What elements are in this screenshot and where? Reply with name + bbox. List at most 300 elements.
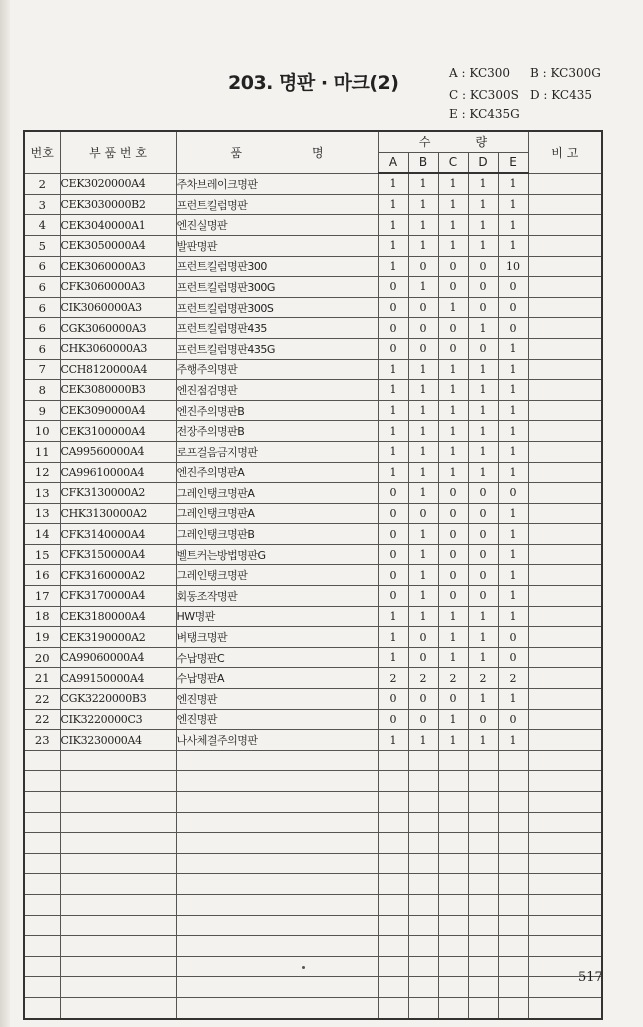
empty-table-row [24, 915, 602, 936]
quantity-cell: 0 [468, 256, 498, 277]
empty-cell [408, 750, 438, 771]
empty-cell [176, 833, 378, 854]
row-number: 16 [24, 565, 60, 586]
legend-model-e: E : KC435G [449, 107, 520, 121]
table-row [24, 483, 602, 504]
empty-table-row [24, 936, 602, 957]
row-number: 21 [24, 668, 60, 689]
quantity-cell: 0 [468, 503, 498, 524]
part-name: 주행주의명판 [176, 359, 378, 380]
quantity-cell: 1 [498, 462, 528, 483]
quantity-cell: 1 [408, 606, 438, 627]
remarks-cell [528, 215, 602, 236]
quantity-cell: 1 [378, 215, 408, 236]
empty-cell [528, 792, 602, 813]
empty-cell [60, 936, 176, 957]
empty-cell [378, 853, 408, 874]
empty-cell [408, 853, 438, 874]
quantity-cell: 0 [378, 483, 408, 504]
parts-table-body [24, 173, 602, 1018]
header-quantity [378, 131, 528, 152]
empty-cell [24, 792, 60, 813]
table-row [24, 503, 602, 524]
remarks-cell [528, 586, 602, 607]
empty-table-row [24, 812, 602, 833]
quantity-cell: 1 [468, 441, 498, 462]
row-number: 11 [24, 441, 60, 462]
quantity-cell: 1 [438, 380, 468, 401]
table-row [24, 462, 602, 483]
remarks-cell [528, 647, 602, 668]
empty-cell [408, 956, 438, 977]
quantity-cell: 1 [438, 462, 468, 483]
quantity-cell: 1 [468, 647, 498, 668]
empty-cell [438, 750, 468, 771]
row-number: 18 [24, 606, 60, 627]
quantity-cell: 1 [378, 462, 408, 483]
quantity-cell: 1 [438, 606, 468, 627]
row-number: 22 [24, 709, 60, 730]
quantity-cell: 0 [378, 297, 408, 318]
quantity-cell: 0 [498, 277, 528, 298]
quantity-cell: 0 [378, 277, 408, 298]
table-row [24, 173, 602, 194]
empty-cell [24, 833, 60, 854]
table-row [24, 544, 602, 565]
empty-cell [408, 894, 438, 915]
empty-cell [176, 750, 378, 771]
quantity-cell: 0 [468, 544, 498, 565]
empty-cell [438, 997, 468, 1018]
empty-cell [24, 894, 60, 915]
quantity-cell: 1 [408, 215, 438, 236]
part-name: 그레인탱크명판B [176, 524, 378, 545]
quantity-cell: 1 [408, 462, 438, 483]
quantity-cell: 1 [408, 421, 438, 442]
empty-table-row [24, 997, 602, 1018]
empty-cell [24, 997, 60, 1018]
table-row [24, 256, 602, 277]
empty-cell [60, 997, 176, 1018]
remarks-cell [528, 709, 602, 730]
page-spine-shadow [0, 0, 10, 1027]
part-number: CEK3050000A4 [60, 235, 176, 256]
quantity-cell: 1 [408, 483, 438, 504]
quantity-cell: 0 [408, 256, 438, 277]
quantity-cell: 2 [438, 668, 468, 689]
quantity-cell: 0 [468, 297, 498, 318]
part-name: 프런트킬럼명판435G [176, 338, 378, 359]
part-number: CA99610000A4 [60, 462, 176, 483]
part-name: 그레인탱크명판A [176, 483, 378, 504]
empty-cell [24, 750, 60, 771]
row-number: 12 [24, 462, 60, 483]
part-number: CGK3060000A3 [60, 318, 176, 339]
empty-cell [438, 792, 468, 813]
empty-cell [498, 915, 528, 936]
part-number: CFK3130000A2 [60, 483, 176, 504]
table-row [24, 627, 602, 648]
empty-cell [176, 956, 378, 977]
quantity-cell: 1 [378, 730, 408, 751]
quantity-cell: 1 [498, 441, 528, 462]
empty-cell [468, 833, 498, 854]
empty-cell [60, 853, 176, 874]
quantity-cell: 0 [468, 586, 498, 607]
empty-cell [528, 915, 602, 936]
row-number: 2 [24, 173, 60, 194]
empty-cell [438, 977, 468, 998]
empty-table-row [24, 874, 602, 895]
part-name: 전장주의명판B [176, 421, 378, 442]
quantity-cell: 1 [438, 709, 468, 730]
quantity-cell: 0 [378, 709, 408, 730]
header-remarks: 비 고 [528, 131, 602, 173]
remarks-cell [528, 194, 602, 215]
header-col-c: C [438, 152, 468, 173]
empty-table-row [24, 853, 602, 874]
empty-cell [176, 853, 378, 874]
quantity-cell: 1 [438, 400, 468, 421]
empty-cell [468, 894, 498, 915]
remarks-cell [528, 256, 602, 277]
part-name: 주차브레이크명판 [176, 173, 378, 194]
row-number: 13 [24, 503, 60, 524]
quantity-cell: 1 [408, 173, 438, 194]
row-number: 9 [24, 400, 60, 421]
empty-cell [176, 997, 378, 1018]
empty-cell [378, 812, 408, 833]
empty-cell [498, 894, 528, 915]
part-number: CA99560000A4 [60, 441, 176, 462]
empty-cell [24, 956, 60, 977]
quantity-cell: 1 [498, 380, 528, 401]
table-row [24, 586, 602, 607]
header-part-name-1: 품 [230, 145, 242, 160]
empty-cell [408, 771, 438, 792]
quantity-cell: 0 [438, 256, 468, 277]
table-row [24, 400, 602, 421]
empty-cell [24, 936, 60, 957]
quantity-cell: 1 [468, 627, 498, 648]
quantity-cell: 1 [378, 380, 408, 401]
empty-cell [438, 771, 468, 792]
row-number: 23 [24, 730, 60, 751]
quantity-cell: 1 [468, 421, 498, 442]
empty-cell [528, 997, 602, 1018]
empty-cell [408, 936, 438, 957]
empty-cell [498, 977, 528, 998]
empty-cell [438, 812, 468, 833]
parts-table [23, 130, 603, 1020]
part-number: CIK3230000A4 [60, 730, 176, 751]
remarks-cell [528, 606, 602, 627]
part-number: CEK3100000A4 [60, 421, 176, 442]
empty-cell [176, 915, 378, 936]
quantity-cell: 1 [498, 173, 528, 194]
empty-cell [498, 853, 528, 874]
part-number: CFK3060000A3 [60, 277, 176, 298]
empty-cell [60, 956, 176, 977]
quantity-cell: 1 [468, 689, 498, 710]
empty-cell [408, 977, 438, 998]
remarks-cell [528, 627, 602, 648]
part-name: 그레인탱크명판A [176, 503, 378, 524]
quantity-cell: 0 [438, 277, 468, 298]
part-name: HW명판 [176, 606, 378, 627]
empty-cell [498, 874, 528, 895]
table-row [24, 668, 602, 689]
quantity-cell: 1 [408, 586, 438, 607]
quantity-cell: 1 [378, 173, 408, 194]
empty-cell [498, 792, 528, 813]
part-name: 프런트킬럼명판300 [176, 256, 378, 277]
empty-cell [498, 936, 528, 957]
empty-cell [438, 874, 468, 895]
empty-cell [378, 956, 408, 977]
quantity-cell: 0 [498, 483, 528, 504]
quantity-cell: 0 [378, 544, 408, 565]
empty-cell [60, 833, 176, 854]
quantity-cell: 1 [438, 647, 468, 668]
row-number: 14 [24, 524, 60, 545]
part-name: 엔진점검명판 [176, 380, 378, 401]
quantity-cell: 1 [498, 400, 528, 421]
quantity-cell: 0 [408, 338, 438, 359]
quantity-cell: 0 [468, 277, 498, 298]
quantity-cell: 1 [378, 606, 408, 627]
remarks-cell [528, 483, 602, 504]
row-number: 13 [24, 483, 60, 504]
empty-cell [498, 997, 528, 1018]
empty-table-row [24, 833, 602, 854]
remarks-cell [528, 503, 602, 524]
empty-cell [176, 771, 378, 792]
empty-cell [408, 997, 438, 1018]
empty-cell [468, 771, 498, 792]
page-title: 203. 명판 · 마크(2) [228, 72, 399, 94]
row-number: 5 [24, 235, 60, 256]
empty-cell [438, 915, 468, 936]
table-row [24, 709, 602, 730]
part-number: CA99150000A4 [60, 668, 176, 689]
header-col-b: B [408, 152, 438, 173]
quantity-cell: 1 [468, 380, 498, 401]
part-number: CFK3150000A4 [60, 544, 176, 565]
part-name: 엔진주의명판B [176, 400, 378, 421]
remarks-cell [528, 359, 602, 380]
quantity-cell: 0 [438, 318, 468, 339]
quantity-cell: 1 [438, 730, 468, 751]
quantity-cell: 1 [498, 544, 528, 565]
empty-cell [176, 977, 378, 998]
empty-cell [528, 812, 602, 833]
quantity-cell: 0 [438, 689, 468, 710]
page-speck [302, 966, 305, 969]
quantity-cell: 1 [438, 421, 468, 442]
quantity-cell: 1 [498, 730, 528, 751]
table-row [24, 689, 602, 710]
empty-cell [378, 977, 408, 998]
row-number: 8 [24, 380, 60, 401]
empty-cell [378, 874, 408, 895]
quantity-cell: 10 [498, 256, 528, 277]
quantity-cell: 0 [438, 524, 468, 545]
empty-cell [378, 915, 408, 936]
empty-cell [408, 812, 438, 833]
empty-cell [60, 812, 176, 833]
quantity-cell: 1 [498, 338, 528, 359]
quantity-cell: 1 [408, 544, 438, 565]
remarks-cell [528, 462, 602, 483]
empty-cell [378, 894, 408, 915]
quantity-cell: 0 [438, 338, 468, 359]
part-name: 발판명판 [176, 235, 378, 256]
part-number: CEK3040000A1 [60, 215, 176, 236]
empty-cell [60, 792, 176, 813]
table-row [24, 277, 602, 298]
empty-cell [24, 977, 60, 998]
quantity-cell: 2 [468, 668, 498, 689]
quantity-cell: 1 [498, 689, 528, 710]
remarks-cell [528, 235, 602, 256]
row-number: 6 [24, 256, 60, 277]
part-number: CEK3020000A4 [60, 173, 176, 194]
quantity-cell: 0 [378, 565, 408, 586]
empty-cell [468, 750, 498, 771]
table-row [24, 421, 602, 442]
quantity-cell: 1 [378, 400, 408, 421]
row-number: 6 [24, 338, 60, 359]
empty-table-row [24, 750, 602, 771]
quantity-cell: 1 [438, 297, 468, 318]
header-col-a: A [378, 152, 408, 173]
quantity-cell: 1 [378, 256, 408, 277]
part-name: 엔진명판 [176, 709, 378, 730]
part-name: 수납명판C [176, 647, 378, 668]
quantity-cell: 1 [378, 359, 408, 380]
quantity-cell: 1 [408, 441, 438, 462]
quantity-cell: 0 [498, 647, 528, 668]
quantity-cell: 1 [468, 194, 498, 215]
empty-cell [468, 915, 498, 936]
quantity-cell: 2 [378, 668, 408, 689]
empty-table-row [24, 894, 602, 915]
empty-cell [498, 771, 528, 792]
quantity-cell: 0 [468, 709, 498, 730]
remarks-cell [528, 297, 602, 318]
empty-cell [438, 833, 468, 854]
part-name: 나사체결주의명판 [176, 730, 378, 751]
quantity-cell: 0 [408, 647, 438, 668]
quantity-cell: 1 [468, 730, 498, 751]
remarks-cell [528, 338, 602, 359]
quantity-cell: 1 [498, 586, 528, 607]
quantity-cell: 0 [408, 709, 438, 730]
quantity-cell: 1 [378, 647, 408, 668]
quantity-cell: 0 [408, 297, 438, 318]
quantity-cell: 1 [468, 400, 498, 421]
empty-cell [528, 936, 602, 957]
empty-cell [378, 792, 408, 813]
table-row [24, 338, 602, 359]
remarks-cell [528, 173, 602, 194]
empty-cell [498, 956, 528, 977]
empty-cell [468, 936, 498, 957]
empty-cell [378, 833, 408, 854]
quantity-cell: 1 [438, 215, 468, 236]
part-name: 회동조작명판 [176, 586, 378, 607]
quantity-cell: 0 [468, 565, 498, 586]
quantity-cell: 1 [498, 215, 528, 236]
quantity-cell: 0 [408, 627, 438, 648]
empty-cell [438, 936, 468, 957]
empty-table-row [24, 956, 602, 977]
quantity-cell: 1 [498, 235, 528, 256]
quantity-cell: 1 [408, 524, 438, 545]
part-name: 벨트커는방법명판G [176, 544, 378, 565]
part-name: 프런트킬럼명판 [176, 194, 378, 215]
part-name: 엔진주의명판A [176, 462, 378, 483]
table-row [24, 194, 602, 215]
empty-cell [378, 750, 408, 771]
quantity-cell: 1 [408, 277, 438, 298]
table-row [24, 359, 602, 380]
empty-cell [528, 771, 602, 792]
part-number: CEK3090000A4 [60, 400, 176, 421]
remarks-cell [528, 544, 602, 565]
quantity-cell: 0 [378, 524, 408, 545]
quantity-cell: 0 [498, 627, 528, 648]
row-number: 6 [24, 318, 60, 339]
empty-cell [176, 792, 378, 813]
empty-cell [528, 874, 602, 895]
empty-cell [378, 771, 408, 792]
part-number: CIK3060000A3 [60, 297, 176, 318]
part-number: CEK3060000A3 [60, 256, 176, 277]
part-number: CCH8120000A4 [60, 359, 176, 380]
row-number: 3 [24, 194, 60, 215]
quantity-cell: 1 [468, 318, 498, 339]
empty-cell [378, 936, 408, 957]
empty-cell [408, 792, 438, 813]
empty-cell [60, 874, 176, 895]
empty-cell [468, 997, 498, 1018]
legend-model-b: B : KC300G [530, 66, 601, 80]
empty-cell [528, 894, 602, 915]
empty-cell [468, 792, 498, 813]
part-name: 로프걸음금지명판 [176, 441, 378, 462]
quantity-cell: 1 [468, 173, 498, 194]
remarks-cell [528, 730, 602, 751]
remarks-cell [528, 277, 602, 298]
table-row [24, 318, 602, 339]
row-number: 6 [24, 297, 60, 318]
empty-cell [24, 853, 60, 874]
empty-cell [408, 874, 438, 895]
table-row [24, 606, 602, 627]
quantity-cell: 0 [468, 338, 498, 359]
part-number: CEK3030000B2 [60, 194, 176, 215]
quantity-cell: 1 [438, 441, 468, 462]
quantity-cell: 1 [378, 421, 408, 442]
quantity-cell: 1 [438, 627, 468, 648]
quantity-cell: 1 [438, 359, 468, 380]
header-quantity-1: 수 [418, 135, 431, 150]
row-number: 4 [24, 215, 60, 236]
row-number: 7 [24, 359, 60, 380]
quantity-cell: 0 [378, 586, 408, 607]
